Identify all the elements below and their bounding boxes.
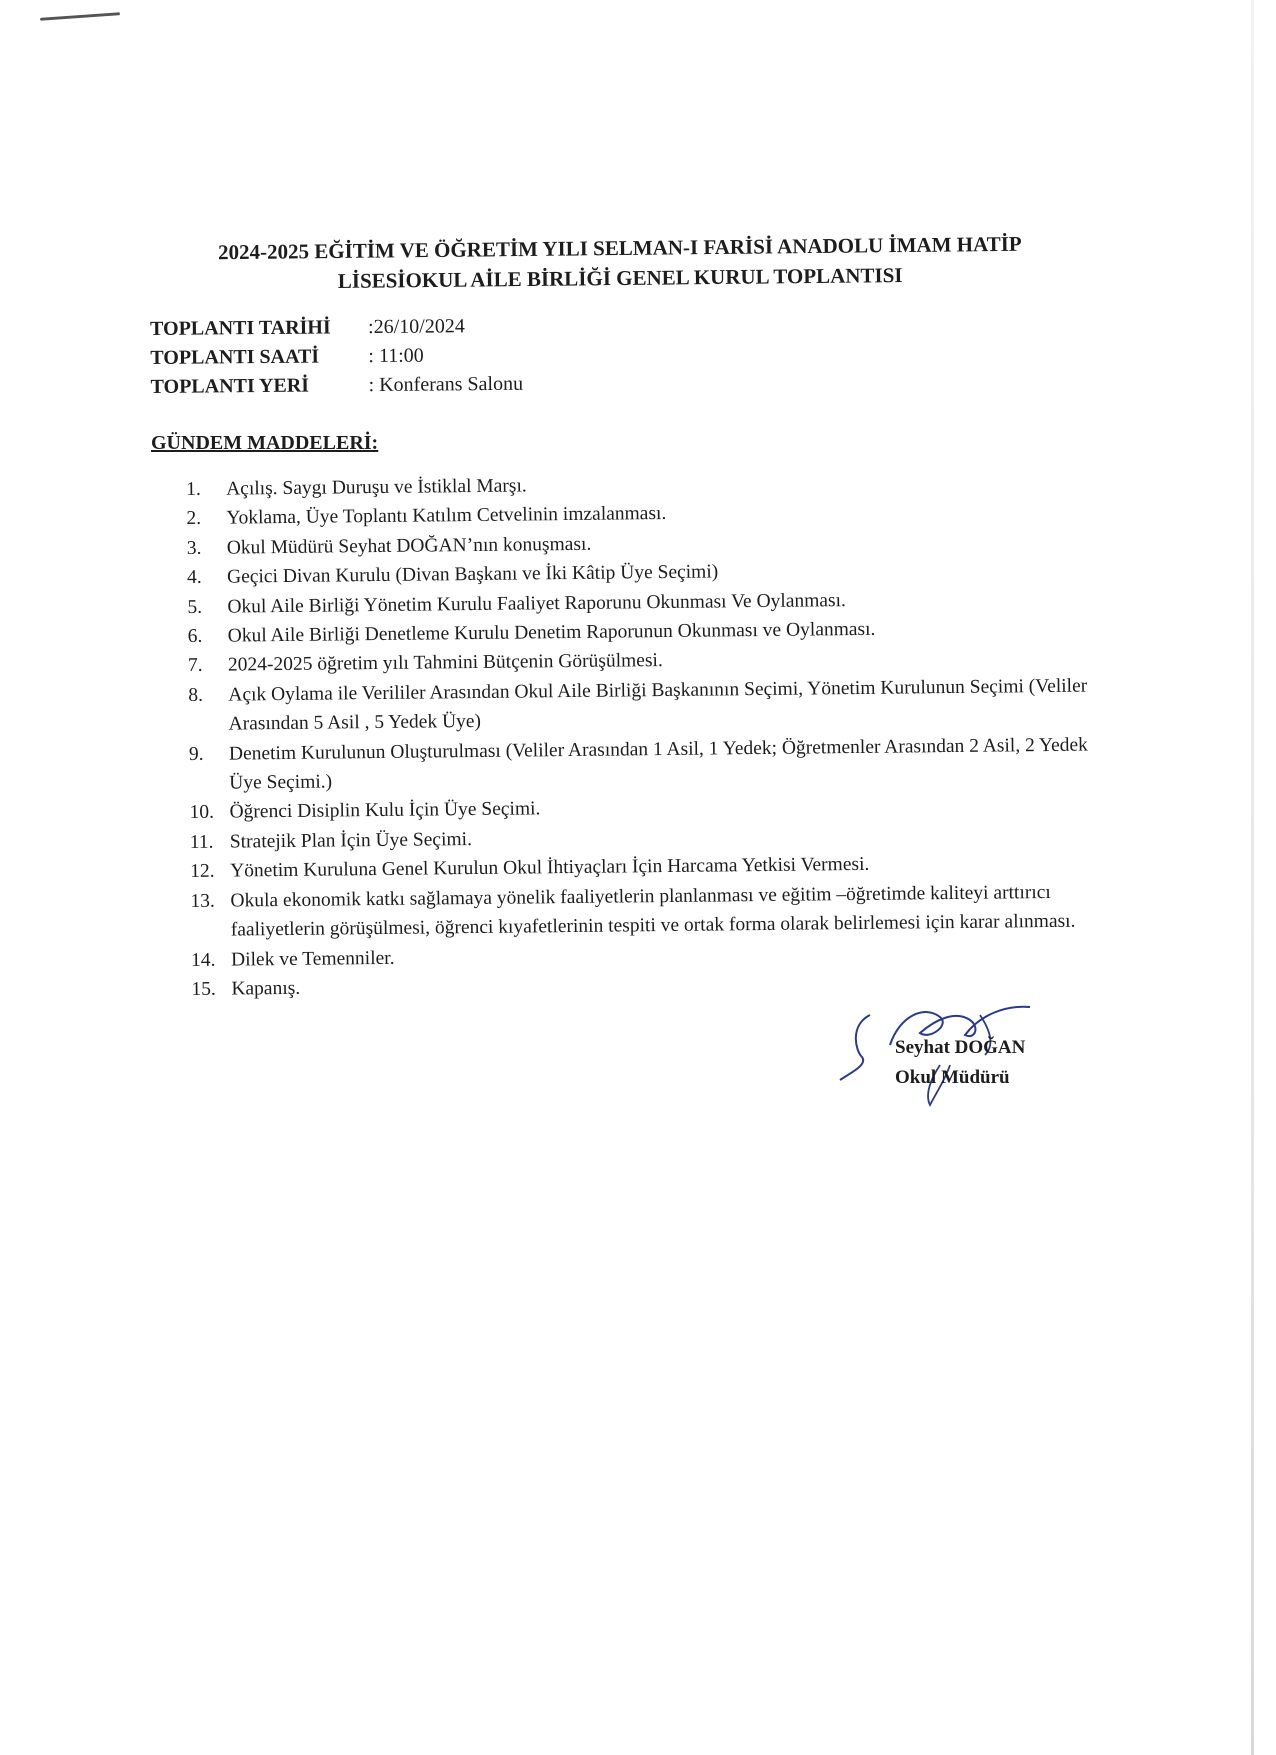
agenda-item-text: Denetim Kurulunun Oluşturulması (Veliler Arasından 1 Asil, 1 Yedek; Öğretmenler Arasından 2 Asil, 2 Yedek Üye Seçimi.) [228,734,1088,794]
agenda-list [186,466,1091,1005]
signature-block [830,995,1060,1120]
agenda-item-number: 6. [187,625,203,648]
agenda-item-text: Öğrenci Disiplin Kulu İçin Üye Seçimi. [229,798,541,824]
agenda-item-number: 3. [186,537,202,559]
title-line-2: LİSESİOKUL AİLE BİRLİĞİ GENEL KURUL TOPLANTISI [337,263,903,293]
agenda-item-text: 2024-2025 öğretim yılı Tahmini Bütçenin Görüşülmesi. [227,650,663,677]
agenda-item [190,877,1091,945]
agenda-item-text: Yoklama, Üye Toplantı Katılım Cetvelinin imzalanması. [226,503,667,529]
agenda-item-number: 11. [189,831,214,853]
agenda-item-number: 5. [187,596,203,618]
agenda-item [189,730,1090,798]
agenda-item-text: Açılış. Saygı Duruşu ve İstiklal Marşı. [226,475,527,500]
agenda-item-text: Kapanış. [231,977,301,1000]
agenda-item-number: 12. [190,861,215,883]
agenda-item-text: Okul Müdürü Seyhat DOĞAN’nın konuşması. [226,533,592,559]
signatory-name: Seyhat DOĞAN [895,1037,1026,1058]
agenda-item-text: Geçici Divan Kurulu (Divan Başkanı ve İki Kâtip Üye Seçimi) [226,561,719,588]
meeting-info [150,312,523,402]
scan-mark [40,12,120,21]
meeting-date-label: TOPLANTI TARİHİ [150,316,331,340]
agenda-item-number: 13. [190,890,215,912]
document-title [120,228,1121,298]
meeting-time-value: : 11:00 [368,344,424,368]
agenda-item-text: Okula ekonomik katkı sağlamaya yönelik faaliyetlerin planlanması ve eğitim –öğretimde kaliteyi arttırıcı faaliyetlerin görüşülmesi, öğrenci kıyafetlerinin tespiti ve ortak forma olarak belirlemesi için karar alınması. [230,881,1076,941]
agenda-item [188,671,1089,739]
agenda-item-text: Dilek ve Temenniler. [230,947,395,971]
agenda-item-number: 2. [186,508,202,530]
agenda-item-number: 10. [189,802,215,824]
agenda-item-number: 14. [190,949,216,971]
meeting-time-label: TOPLANTI SAATİ [150,345,320,369]
agenda-item-text: Açık Oylama ile Verililer Arasından Okul Aile Birliği Başkanının Seçimi, Yönetim Kurulunun Seçimi (Veliler Arasından 5 Asil , 5 Yedek Üye) [228,675,1088,735]
meeting-place-value: : Konferans Salonu [368,372,524,397]
agenda-item-text: Okul Aile Birliği Denetleme Kurulu Denetim Raporunun Okunması ve Oylanması. [227,618,876,647]
agenda-item-number: 4. [186,567,202,589]
meeting-date-value: :26/10/2024 [368,315,465,339]
agenda-item-number: 15. [191,978,216,1000]
agenda-item-text: Okul Aile Birliği Yönetim Kurulu Faaliyet Raporunu Okunması Ve Oylanması. [227,589,846,618]
title-line-1: 2024-2025 EĞİTİM VE ÖĞRETİM YILI SELMAN-I FARİSİ ANADOLU İMAM HATİP [217,231,1022,265]
agenda-item-text: Stratejik Plan İçin Üye Seçimi. [229,828,473,853]
agenda-item-number: 1. [186,478,201,500]
signatory-title: Okul Müdürü [895,1067,1010,1088]
agenda-heading: GÜNDEM MADDELERİ: [151,432,379,454]
meeting-date-row [150,312,523,344]
agenda-item-number: 8. [188,684,204,706]
agenda-item-number: 7. [187,655,203,677]
agenda-item-number: 9. [188,743,204,765]
agenda-item-text: Yönetim Kuruluna Genel Kurulun Okul İhtiyaçları İçin Harcama Yetkisi Vermesi. [230,854,870,882]
meeting-place-row [151,370,524,402]
meeting-place-label: TOPLANTI YERİ [150,374,310,398]
meeting-time-row [150,341,523,373]
scan-edge-shadow [1251,0,1254,1755]
